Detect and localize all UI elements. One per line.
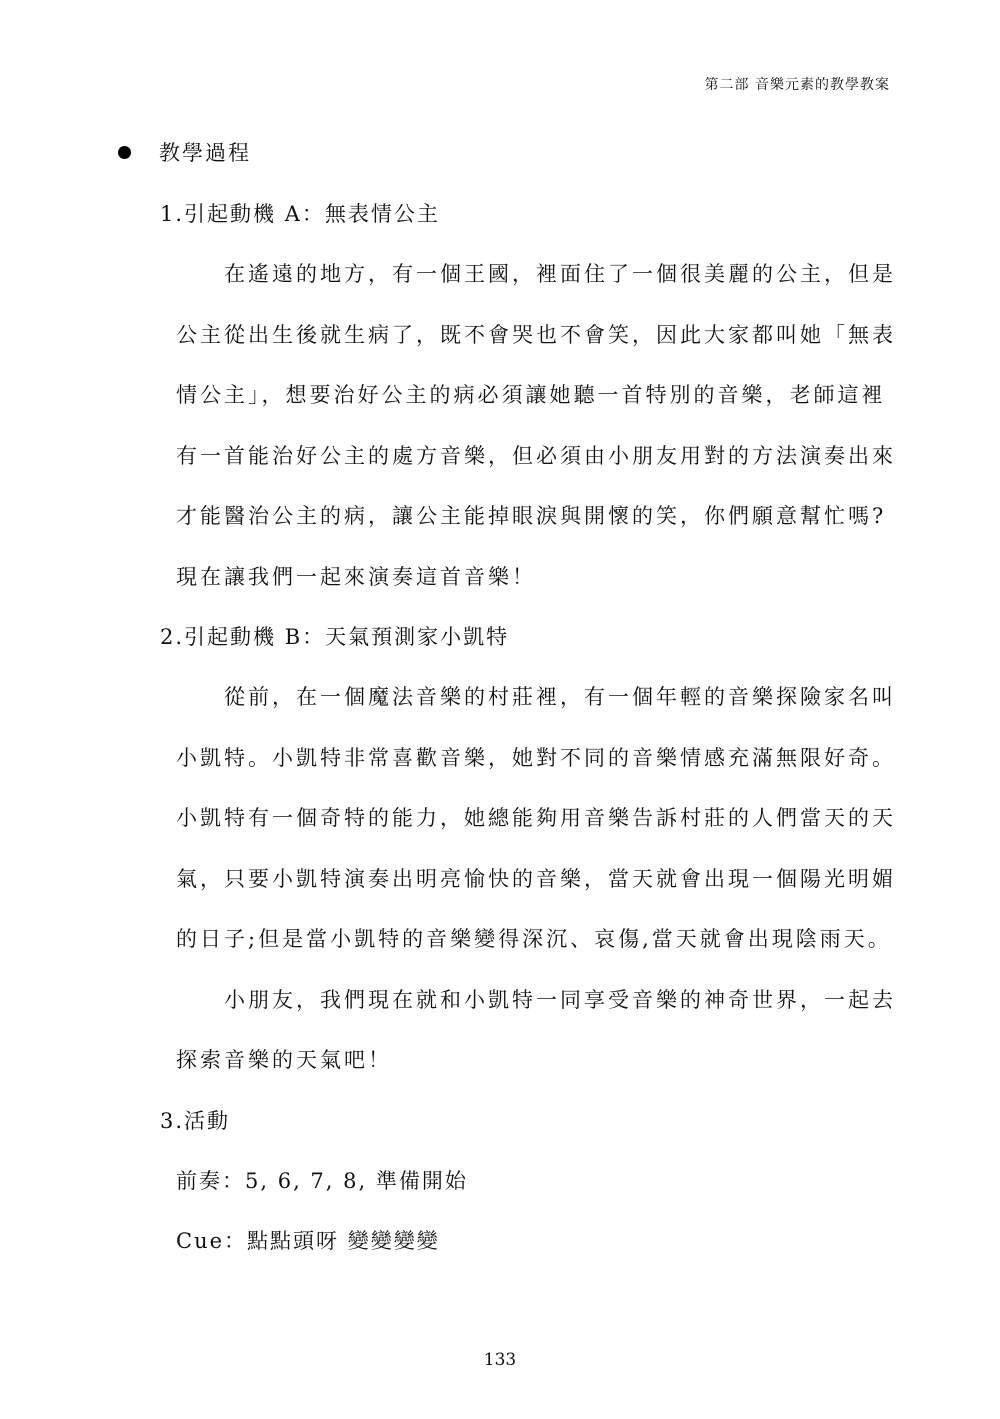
story-line: 現在讓我們一起來演奏這首音樂！: [176, 564, 536, 589]
story-line: 在遙遠的地方，有一個王國，裡面住了一個很美麗的公主，但是: [224, 262, 896, 286]
page-body: [118, 132, 896, 1271]
bullet-dot-icon: [118, 146, 131, 159]
story-line: 氣，只要小凱特演奏出明亮愉快的音樂，當天就會出現一個陽光明媚: [176, 866, 896, 891]
motivation-b-story: [176, 667, 896, 1091]
story-line: 有一首能治好公主的處方音樂，但必須由小朋友用對的方法演奏出來: [176, 443, 896, 468]
story-line: 探索音樂的天氣吧！: [176, 1048, 392, 1072]
section-heading: [118, 132, 888, 172]
activity-prelude: 前奏：5, 6, 7, 8, 準備開始: [176, 1168, 468, 1193]
activity-cue: Cue：點點頭呀 變變變變: [176, 1228, 440, 1253]
story-line: 的日子;但是當小凱特的音樂變得深沉、哀傷,當天就會出現陰雨天。: [176, 927, 892, 951]
motivation-a-story: [176, 244, 896, 607]
page-number: 133: [483, 1350, 517, 1370]
story-line: 小凱特有一個奇特的能力，她總能夠用音樂告訴村莊的人們當天的天: [176, 806, 896, 830]
story-line: 才能醫治公主的病，讓公主能掉眼淚與開懷的笑，你們願意幫忙嗎?: [176, 504, 887, 528]
motivation-a-heading: 1.引起動機 A：無表情公主: [160, 202, 440, 226]
story-line: 公主從出生後就生病了，既不會哭也不會笑，因此大家都叫她「無表: [176, 322, 896, 347]
story-line: 小凱特。小凱特非常喜歡音樂，她對不同的音樂情感充滿無限好奇。: [176, 745, 896, 770]
story-line: 情公主」，想要治好公主的病必須讓她聽一首特別的音樂，老師這裡: [176, 383, 886, 407]
story-line: 從前，在一個魔法音樂的村莊裡，有一個年輕的音樂探險家名叫: [224, 685, 896, 709]
section-title: 教學過程: [159, 141, 251, 165]
motivation-b-heading: 2.引起動機 B：天氣預測家小凱特: [160, 625, 510, 649]
story-line: 小朋友，我們現在就和小凱特一同享受音樂的神奇世界，一起去: [224, 987, 896, 1012]
running-header: 第二部 音樂元素的教學教案: [704, 77, 890, 93]
activity-heading: 3.活動: [160, 1108, 231, 1133]
